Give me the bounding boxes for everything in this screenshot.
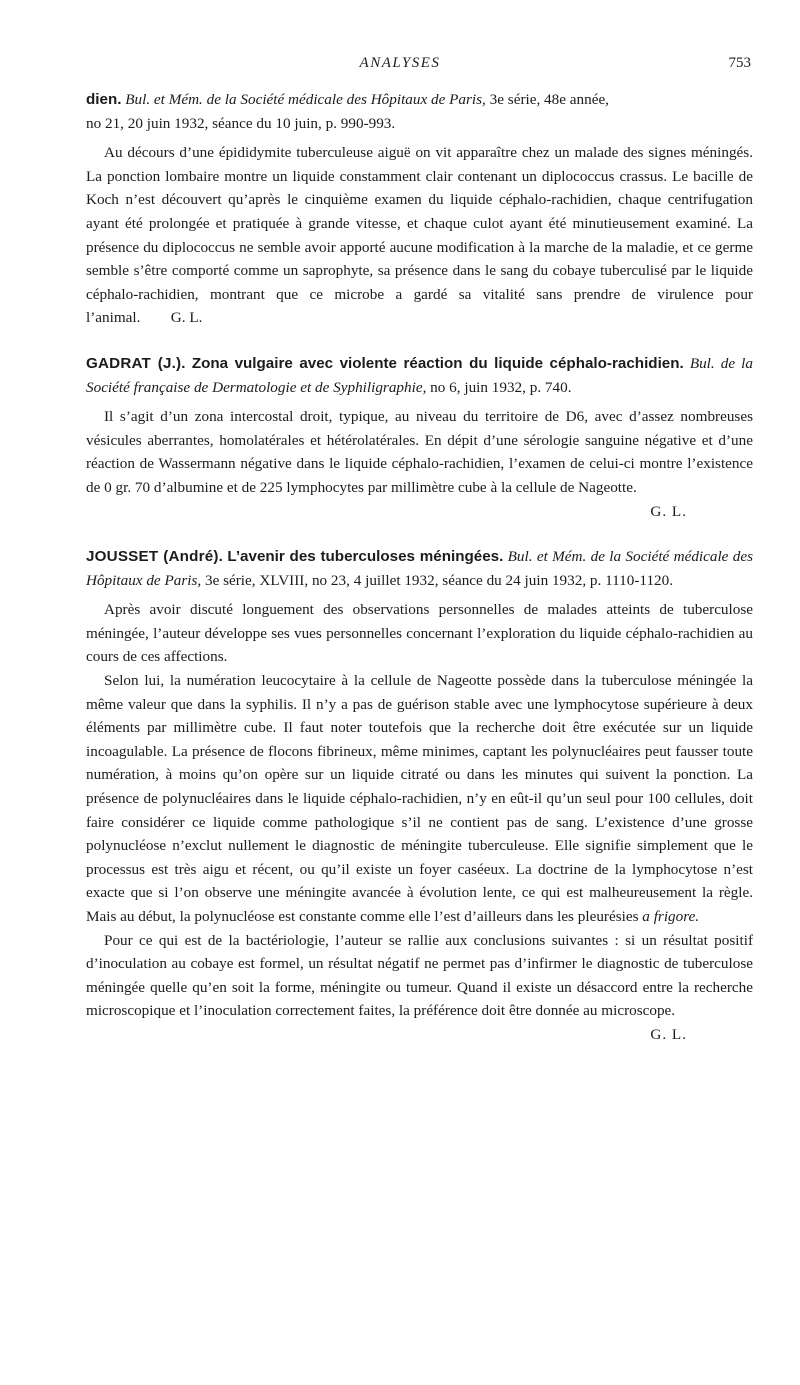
- signature: G. L.: [170, 309, 203, 327]
- article-title: Zona vulgaire avec violente réaction du liquide céphalo-rachidien.: [191, 354, 684, 372]
- abstract-paragraph: [86, 141, 753, 330]
- journal-title: Bul. et Mém. de la Société médicale des Hôpitaux de Paris,: [86, 548, 753, 589]
- analysis-entry-1: [86, 88, 753, 330]
- article-title: L’avenir des tuberculoses méningées.: [227, 548, 504, 566]
- abstract-text: Au décours d’une épididymite tuberculeuse aiguë on vit apparaître chez un malade des signes méningés. La ponction lombaire montre un liquide constamment clair contenant un diplococcus crassus. Le bacille de Koch n’est découvert qu’après le cinquième examen du liquide céphalo-rachidien, chaque centrifugation ayant été prolongée et pratiquée à grande vitesse, et chaque culot ayant été minutieusement examiné. La présence du diplococcus ne semble avoir apporté aucune modification à la marche de la maladie, et ce germe semble s’être comporté comme un saprophyte, sa présence dans le sang du cobaye tuberculisé par le liquide céphalo-rachidien, montrant que ce microbe a gardé sa vitalité sans prendre de virulence pour l’animal.: [86, 144, 753, 327]
- running-head: [0, 52, 800, 76]
- analyses-content: [86, 88, 753, 1047]
- citation-2: [86, 352, 753, 399]
- page-number: 753: [728, 55, 751, 71]
- italic-phrase: a frigore.: [642, 908, 700, 925]
- analysis-entry-2: [86, 352, 753, 523]
- citation-details: 3e série, XLVIII, no 23, 4 juillet 1932, séance du 24 juin 1932, p. 1110-1120.: [204, 571, 674, 589]
- citation-3: [86, 545, 753, 592]
- signature: G. L.: [650, 502, 687, 520]
- citation-details-line2: no 21, 20 juin 1932, séance du 10 juin, p. 990-993.: [86, 114, 396, 132]
- author-name: JOUSSET (André).: [86, 548, 224, 566]
- citation-details-line1: 3e série, 48e année,: [489, 91, 609, 108]
- journal-title: Bul. et Mém. de la Société médicale des Hôpitaux de Paris,: [125, 91, 486, 108]
- citation-1: [86, 88, 753, 135]
- abstract-paragraph: Après avoir discuté longuement des observations personnelles de malades atteints de tuberculose méningée, l’auteur développe ses vues personnelles concernant l’exploration du liquide céphalo-rachidien au cours de ces affections.: [86, 601, 753, 666]
- analysis-entry-3: [86, 545, 753, 1046]
- signature: G. L.: [650, 1025, 687, 1043]
- abstract-paragraph: Il s’agit d’un zona intercostal droit, typique, au niveau du territoire de D6, avec d’assez nombreuses vésicules aberrantes, homolatérales et hétérolatérales. En dépit d’une sérologie sanguine négative et d’une réaction de Wassermann négative dans le liquide céphalo-rachidien, l’examen de celui-ci montre l’existence de 0 gr. 70 d’albumine et de 225 lymphocytes par millimètre cube à la cellule de Nageotte.: [86, 408, 753, 496]
- journal-title: Bul. de la Société française de Dermatologie et de Syphiligraphie,: [86, 354, 753, 396]
- running-title: ANALYSES: [359, 55, 441, 71]
- abstract-text: Selon lui, la numération leucocytaire à la cellule de Nageotte possède dans la tuberculose méningée la même valeur que dans la syphilis. Il n’y a pas de guérison stable avec une lymphocytose supérieure à deux éléments par millimètre cube. Il faut noter toutefois que la recherche doit être exécutée sur un liquide incoagulable. La présence de flocons fibrineux, même minimes, captant les polynucléaires peut fausser toute numération, à moins qu’on opère sur un liquide citraté ou dans les minutes qui suivent la ponction. La présence de polynucléaires dans le liquide céphalo-rachidien, n’y en eût-il qu’un seul pour 100 cellules, doit faire considérer ce liquide comme pathologique s’il ne contient pas de sang. L’existence d’une grosse polynucléose n’exclut nullement le diagnostic de méningite tuberculeuse. Elle signifie simplement que le processus est très aigu et récent, ou qu’il existe un foyer caséeux. La doctrine de la lymphocytose n’est exacte que si l’on observe une méningite avancée à évolution lente, ce qui est malheureusement la règle. Mais au début, la polynucléose est constante comme elle l’est d’ailleurs dans les pleurésies: [86, 672, 753, 925]
- author-name: GADRAT (J.).: [86, 354, 186, 372]
- abstract-paragraph: Pour ce qui est de la bactériologie, l’auteur se rallie aux conclusions suivantes : si un résultat positif d’inoculation au cobaye est formel, un résultat négatif ne permet pas d’infirmer le diagnostic de tuberculose méningée quelle qu’en soit la forme, méningite ou tumeur. Quand il existe un désaccord entre la recherche microscopique et l’inoculation correctement faites, la préférence doit être donnée au microscope.: [86, 931, 753, 1020]
- citation-fragment: dien.: [86, 91, 122, 108]
- abstract-paragraph: [86, 669, 753, 929]
- citation-details: no 6, juin 1932, p. 740.: [430, 378, 572, 396]
